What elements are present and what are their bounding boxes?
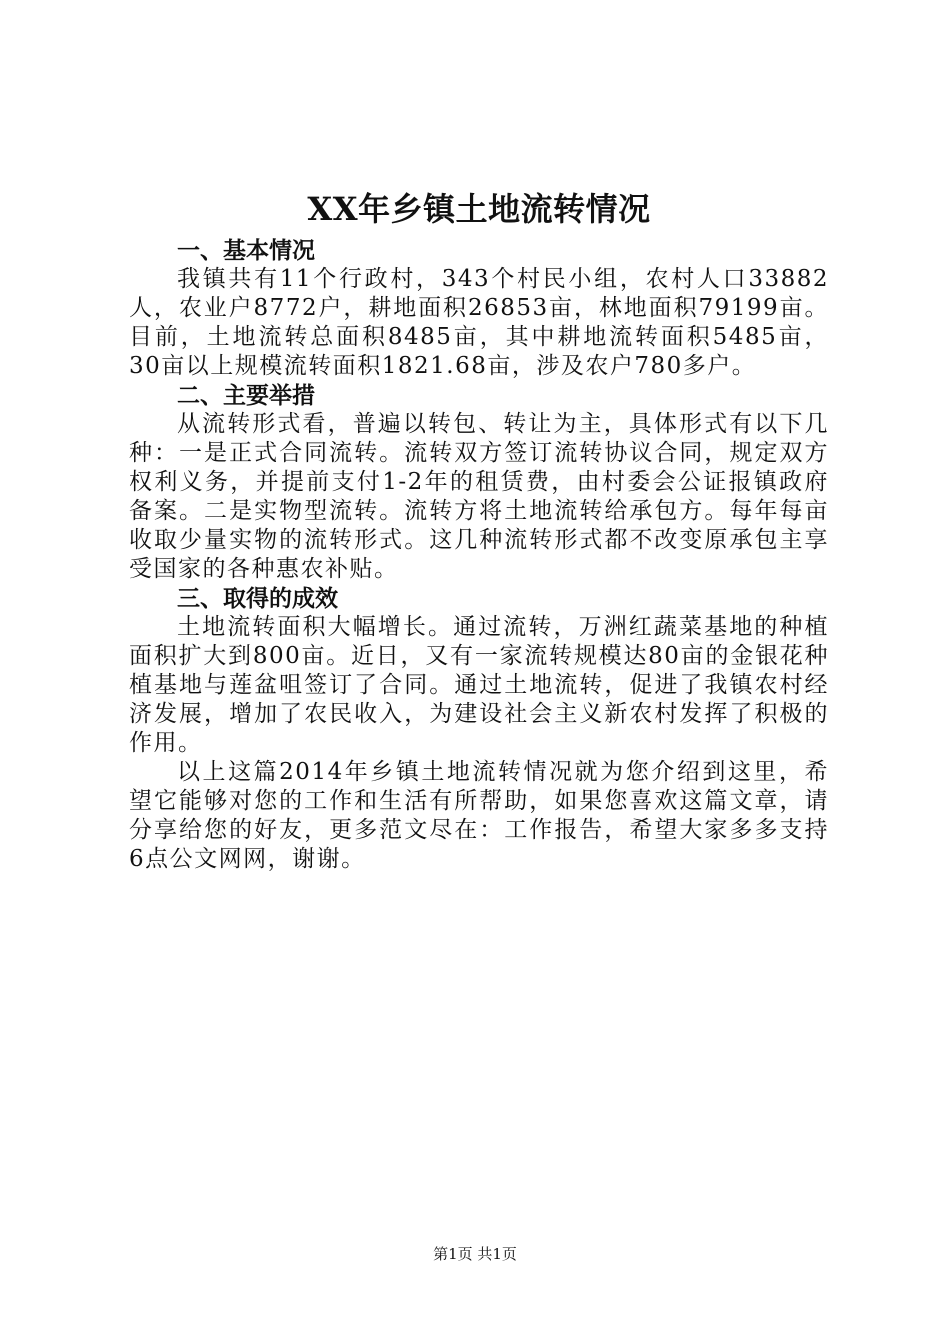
section-paragraph: 我镇共有11个行政村，343个村民小组，农村人口33882人，农业户8772户，耕地面积26853亩，林地面积79199亩。目前，土地流转总面积8485亩，其中耕地流转面积5485亩，30亩以上规模流转面积1821.68亩，涉及农户780多户。 [129, 266, 829, 379]
document-body [129, 186, 829, 874]
document-title: XX年乡镇土地流转情况 [307, 190, 651, 228]
section-paragraph: 从流转形式看，普遍以转包、转让为主，具体形式有以下几种：一是正式合同流转。流转双方签订流转协议合同，规定双方权利义务，并提前支付1-2年的租赁费，由村委会公证报镇政府备案。二是实物型流转。流转方将土地流转给承包方。每年每亩收取少量实物的流转形式。这几种流转形式都不改变原承包主享受国家的各种惠农补贴。 [129, 411, 829, 582]
closing-paragraph: 以上这篇2014年乡镇土地流转情况就为您介绍到这里，希望它能够对您的工作和生活有所帮助，如果您喜欢这篇文章，请分享给您的好友，更多范文尽在：工作报告，希望大家多多支持6点公文网网，谢谢。 [129, 759, 829, 872]
section-heading: 二、主要举措 [177, 382, 315, 409]
section-achievements [129, 584, 829, 874]
section-paragraph: 土地流转面积大幅增长。通过流转，万洲红蔬菜基地的种植面积扩大到800亩。近日，又有一家流转规模达80亩的金银花种植基地与莲盆咀签订了合同。通过土地流转，促进了我镇农村经济发展，增加了农民收入，为建设社会主义新农村发挥了积极的作用。 [129, 614, 829, 756]
section-main-measures [129, 381, 829, 584]
section-heading: 一、基本情况 [177, 237, 315, 264]
section-heading: 三、取得的成效 [177, 585, 338, 612]
page-number-footer: 第1页 共1页 [433, 1245, 517, 1263]
section-basic-info [129, 236, 829, 381]
